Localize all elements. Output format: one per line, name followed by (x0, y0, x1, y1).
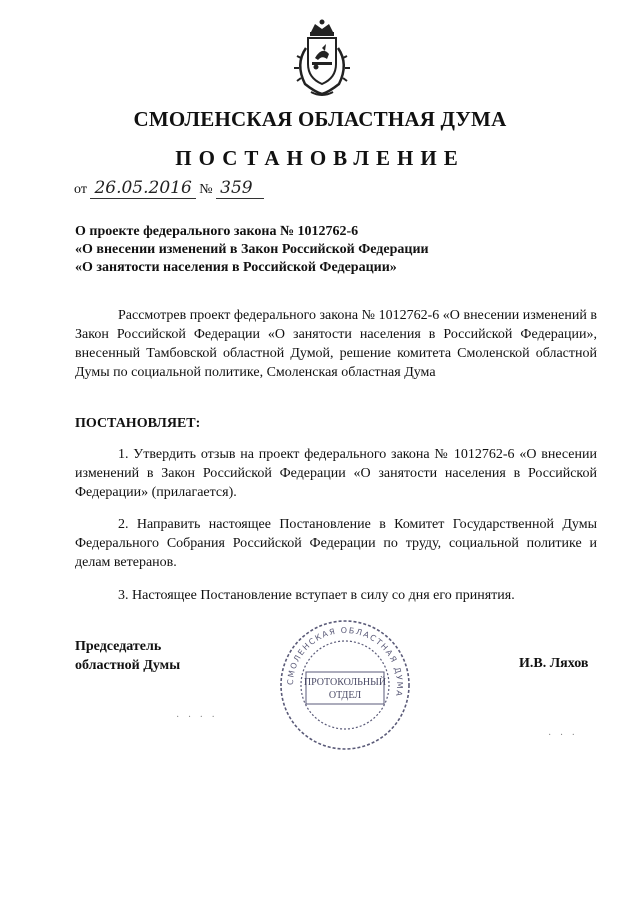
subject-line: «О занятости населения в Российской Федерации» (75, 260, 397, 275)
scan-noise: · · · · (176, 712, 218, 723)
subject-line: О проекте федерального закона № 1012762-6 (75, 224, 359, 239)
decision-item-3: 3. Настоящее Постановление вступает в силу со дня его принятия. (118, 588, 515, 603)
date-prefix: от (74, 182, 87, 197)
stamp-box-line: ОТДЕЛ (328, 690, 362, 701)
signer-position-line: областной Думы (75, 658, 181, 673)
document-type-title: ПОСТАНОВЛЕНИЕ (175, 146, 465, 170)
coat-of-arms-icon (291, 18, 353, 100)
stamp-box-line: ПРОТОКОЛЬНЫЙ (303, 677, 387, 688)
decision-item-2: 2. Направить настоящее Постановление в Комитет Государственной Думы Федерального Собрания Российской Федерации по труду, социальной политике и делам ветеранов. (75, 517, 597, 570)
intro-paragraph: Рассмотрев проект федерального закона № 1012762-6 «О внесении изменений в Закон Российской Федерации «О занятости населения в Российской Федерации», внесенный Тамбовской областной Думой, решение комитета Смоленской областной Думы по социальной политике, Смоленская областная Дума (75, 308, 597, 380)
decision-item-1: 1. Утвердить отзыв на проект федерального закона № 1012762-6 «О внесении изменений в Закон Российской Федерации «О занятости населения в Российской Федерации» (прилагается). (75, 447, 597, 500)
number-prefix: № (199, 182, 213, 197)
date-number-line (74, 178, 264, 204)
subject-line: «О внесении изменений в Закон Российской Федерации (75, 242, 429, 257)
signer-position-line: Председатель (75, 639, 162, 654)
document-date: 26.05.2016 (90, 178, 195, 199)
document-subject (75, 223, 575, 277)
organization-title: СМОЛЕНСКАЯ ОБЛАСТНАЯ ДУМА (133, 107, 507, 131)
signer-position (75, 637, 180, 675)
official-stamp (278, 618, 412, 752)
stamp-ring-text: СМОЛЕНСКАЯ ОБЛАСТНАЯ ДУМА (285, 625, 405, 699)
signer-name: И.В. Ляхов (519, 656, 589, 671)
decision-heading: ПОСТАНОВЛЯЕТ: (75, 416, 201, 431)
scan-noise: · · · (548, 730, 578, 741)
document-number: 359 (216, 178, 264, 199)
